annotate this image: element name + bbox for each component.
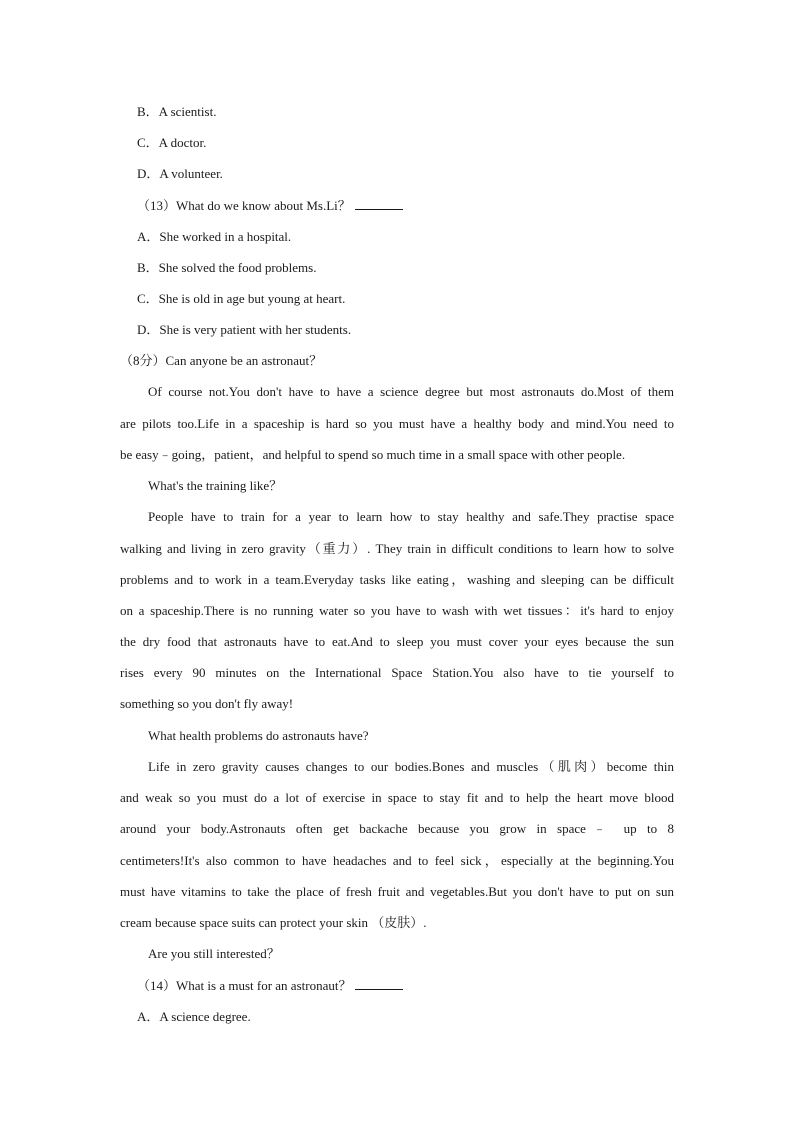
- passage-p2-line: the dry food that astronauts have to eat.And to sleep you must cover your eyes because the sun: [120, 634, 674, 649]
- q13-option-c: C．She is old in age but young at heart.: [137, 291, 346, 306]
- passage-p2-line: on a spaceship.There is no running water so you have to wash with wet tissues：it's hard to enjoy: [120, 603, 674, 618]
- passage-p2-line: rises every 90 minutes on the International Space Station.You also have to tie yourself to: [120, 665, 674, 680]
- passage-p3-line: cream because space suits can protect your skin （皮肤）.: [120, 915, 427, 930]
- passage-p3-line: must have vitamins to take the place of fresh fruit and vegetables.But you don't have to put on sun: [120, 884, 674, 899]
- q14-stem: [137, 977, 403, 994]
- passage-p1-line: are pilots too.Life in a spaceship is hard so you must have a healthy body and mind.You need to: [120, 416, 674, 431]
- passage-subheading-training: What's the training like？: [148, 478, 283, 493]
- q14-stem-text: （14）What is a must for an astronaut？: [137, 978, 352, 993]
- passage-p3-line: Life in zero gravity causes changes to our bodies.Bones and muscles（肌肉）become thin: [148, 759, 674, 774]
- q13-option-a: A．She worked in a hospital.: [137, 229, 292, 244]
- q12-option-c: C．A doctor.: [137, 135, 207, 150]
- q14-option-a: A．A science degree.: [137, 1009, 251, 1024]
- q13-option-b: B．She solved the food problems.: [137, 260, 317, 275]
- passage-heading: （8分）Can anyone be an astronaut？: [120, 353, 323, 368]
- passage-p1-line: Of course not.You don't have to have a science degree but most astronauts do.Most of them: [148, 384, 674, 399]
- passage-p1-line: be easy﹣going，patient，and helpful to spend so much time in a small space with other people.: [120, 447, 626, 462]
- q12-option-b: B．A scientist.: [137, 104, 217, 119]
- q13-stem: [137, 197, 403, 214]
- passage-p2-line: something so you don't fly away!: [120, 696, 294, 711]
- q13-answer-blank[interactable]: [355, 197, 403, 210]
- q13-stem-text: （13）What do we know about Ms.Li？: [137, 198, 351, 213]
- passage-p3-line: centimeters!It's also common to have headaches and to feel sick，especially at the beginning.You: [120, 853, 674, 868]
- passage-p2-line: People have to train for a year to learn how to stay healthy and safe.They practise space: [148, 509, 674, 524]
- q13-option-d: D．She is very patient with her students.: [137, 322, 352, 337]
- passage-p3-line: around your body.Astronauts often get backache because you grow in space﹣ up to 8: [120, 821, 674, 836]
- passage-p2-line: walking and living in zero gravity（重力）. They train in difficult conditions to learn how to solve: [120, 541, 674, 556]
- q12-option-d: D．A volunteer.: [137, 166, 223, 181]
- q14-answer-blank[interactable]: [355, 977, 403, 990]
- passage-p3-line: and weak so you must do a lot of exercise in space to stay fit and to help the heart move blood: [120, 790, 674, 805]
- passage-p2-line: problems and to work in a team.Everyday tasks like eating，washing and sleeping can be difficult: [120, 572, 674, 587]
- passage-subheading-health: What health problems do astronauts have?: [148, 728, 369, 743]
- passage-closing: Are you still interested？: [148, 946, 280, 961]
